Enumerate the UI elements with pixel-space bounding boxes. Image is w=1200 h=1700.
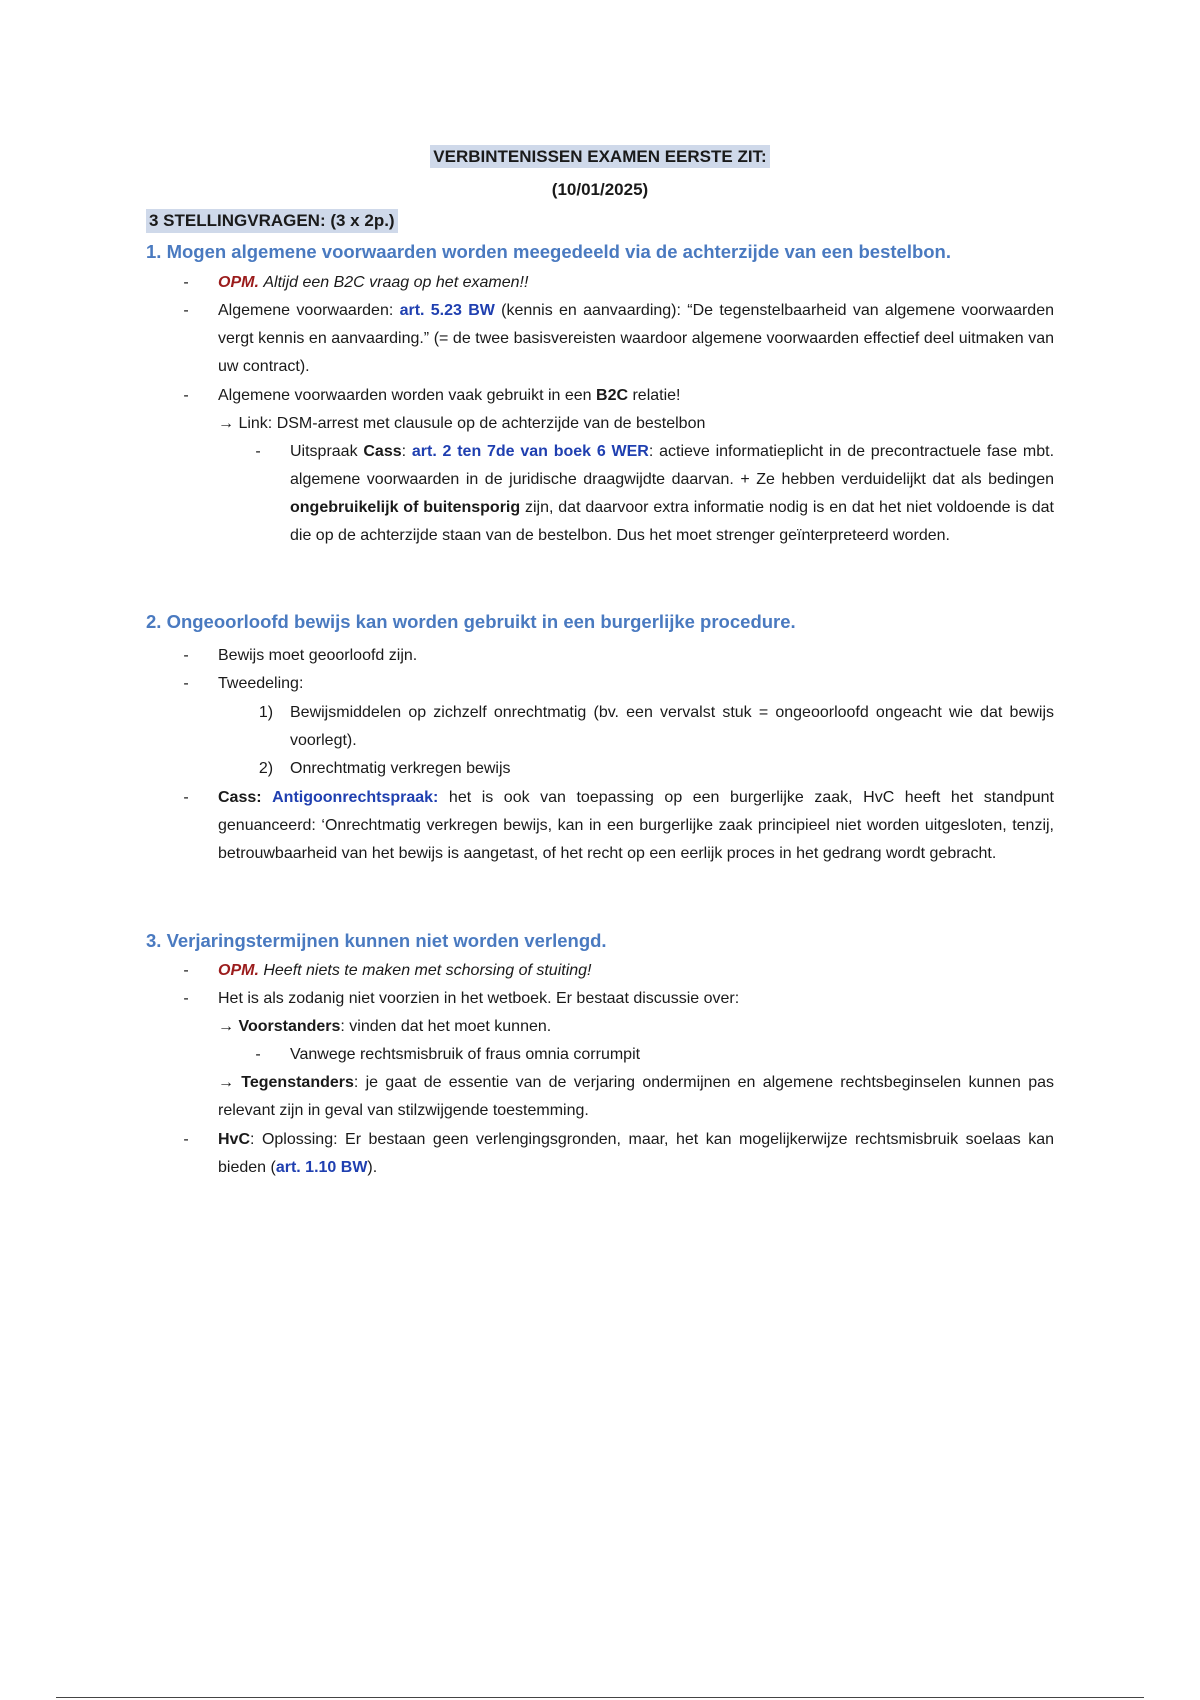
document-page: VERBINTENISSEN EXAMEN EERSTE ZIT: (10/01/2025) 3 STELLINGVRAGEN: (3 x 2p.) 1. Mogen algemene voorwaarden worden meegedeeld via de achterzijde van een bestelbon. - OPM. Altijd een B2C vraag op het examen!! - Algemene voorwaarden: art. 5.23 BW (kennis en aanvaarding): “De tegenstelbaarheid van algemene voorwaarden vergt kennis en aanvaarding.” (= de twee basisvereisten waardoor algemene voorwaarden effectief deel uitmaken van uw contract). - Algemene voorwaarden worden vaak gebruikt in een B2C relatie! → Link: DSM-arrest met clausule op de achterzijde van de bestelbon - Uitspraak Cass: art. 2 ten 7de van boek 6 WER: actieve informatieplicht in de precontractuele fase mbt. algemene voorwaarden in de juridische draagwijdte daarvan. + Ze hebben verduidelijkt dat als bedingen ongebruikelijk of buitensporig zijn, dat daarvoor extra informatie nodig is en dat het niet voldoende is dat die op de achterzijde staan van de bestelbon. Dus het moet strenger geïnterpreteerd worden. 2. Ongeoorloofd bewijs kan worden gebruikt in een burgerlijke procedure. - Bewijs moet geoorloofd zijn. - Tweedeling: 1) Bewijsmiddelen op zichzelf onrechtmatig (bv. een vervalst stuk = ongeoorloofd ongeacht wie dat bewijs voorlegt). 2) Onrechtmatig verkregen bewijs - Cass: Antigoonrechtspraak: het is ook van toepassing op een burgerlijke zaak, HvC heeft het standpunt genuanceerd: ‘Onrechtmatig verkregen bewijs, kan in een burgerlijke zaak principieel niet worden uitgesloten, tenzij, betrouwbaarheid van het bewijs is aangetast, of het recht op een eerlijk proces in het gedrang wordt gebracht. 3. Verjaringstermijnen kunnen niet worden verlengd. - OPM. Heeft niets te maken met schorsing of stuiting! - Het is als zodanig niet voorzien in het wetboek. Er bestaat discussie over: → Voorstanders: vinden dat het moet kunnen. - Vanwege rechtsmisbruik of fraus omnia corrumpit → Tegenstanders: je gaat de essentie van de verjaring ondermijnen en algemene rechtsbeginselen kunnen pas relevant zijn in geval van stilzwijgende toestemming. - HvC: Oplossing: Er bestaan geen verlengingsgronden, maar, het kan mogelijkerwijze rechtsmisbruik soelaas kan bieden (art. 1.10 BW).	[0, 0, 1200, 1700]
question-1-heading: 1. Mogen algemene voorwaarden worden meegedeeld via de achterzijde van een bestelbon.	[146, 241, 951, 262]
question-3-heading: 3. Verjaringstermijnen kunnen niet worden verlengd.	[146, 930, 607, 951]
document-title: VERBINTENISSEN EXAMEN EERSTE ZIT:	[0, 147, 1200, 167]
document-date: (10/01/2025)	[551, 180, 649, 199]
section-label: 3 STELLINGVRAGEN: (3 x 2p.)	[146, 209, 398, 233]
page-bottom-rule	[56, 1697, 1144, 1698]
question-2-heading: 2. Ongeoorloofd bewijs kan worden gebruikt in een burgerlijke procedure.	[146, 611, 796, 632]
